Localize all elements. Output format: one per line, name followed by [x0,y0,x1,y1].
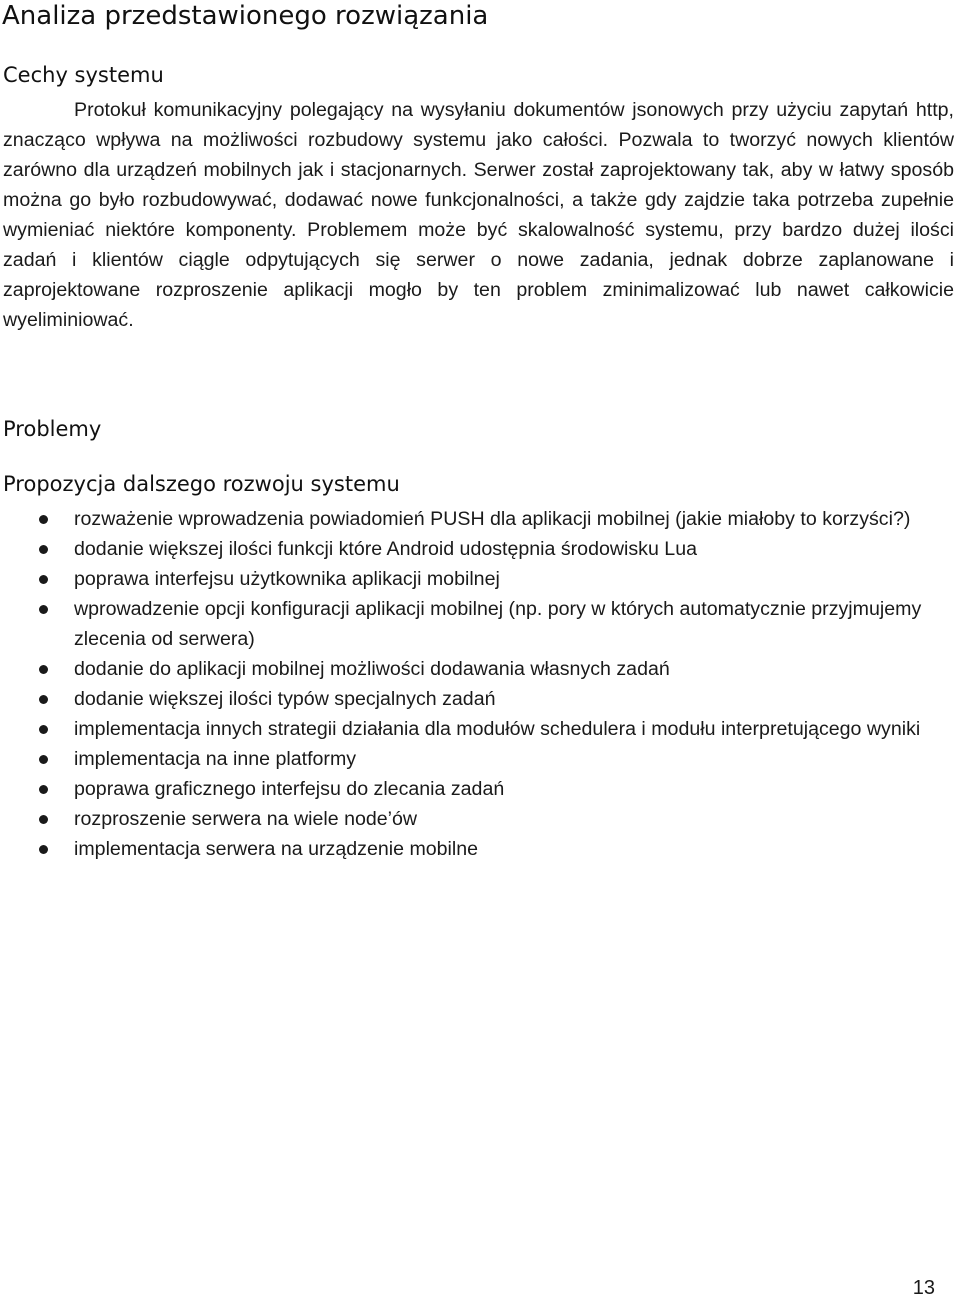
list-item [0,804,934,834]
list-item [0,684,934,714]
list-item-text: poprawa interfejsu użytkownika aplikacji mobilnej [74,568,500,590]
bullet-icon [39,545,48,554]
list-item [0,594,934,654]
list-item-text: poprawa graficznego interfejsu do zlecania zadań [74,778,505,800]
bullet-icon [39,695,48,704]
list-item-text: dodanie do aplikacji mobilnej możliwości dodawania własnych zadań [74,658,670,680]
bullet-icon [39,785,48,794]
list-item [0,534,934,564]
list-item-text: wprowadzenie opcji konfiguracji aplikacji mobilnej (np. pory w których automatycznie przyjmujemy zlecenia od serwera) [74,598,922,650]
bullet-icon [39,755,48,764]
list-item-text: rozproszenie serwera na wiele node’ów [74,808,418,830]
list-item [0,504,934,534]
list-item [0,774,934,804]
list-item-text: rozważenie wprowadzenia powiadomień PUSH dla aplikacji mobilnej (jakie miałoby to korzyści?) [74,508,911,530]
list-item [0,744,934,774]
list-item-text: dodanie większej ilości funkcji które Android udostępnia środowisku Lua [74,538,698,560]
bullet-icon [39,665,48,674]
system-features-paragraph: Protokuł komunikacyjny polegający na wysyłaniu dokumentów jsonowych przy użyciu zapytań http, znacząco wpływa na możliwości rozbudowy systemu jako całości. Pozwala to tworzyć nowych klientów zarówno dla urządzeń mobilnych jak i stacjonarnych. Serwer został zaprojektowany tak, aby w łatwy sposób można go było rozbudowywać, dodawać nowe funkcjonalności, a także gdy zajdzie taka potrzeba zupełnie wymieniać niektóre komponenty. Problemem może być skalowalność systemu, przy bardzo dużej ilości zadań i klientów ciągle odpytujących się serwer o nowe zadania, jednak dobrze zaplanowane i zaprojektowane rozproszenie aplikacji mogło by ten problem zminimalizować lub nawet całkowicie wyeliminiować. [3,99,954,331]
section-heading-future-development: Propozycja dalszego rozwoju systemu [3,472,400,496]
bullet-icon [39,575,48,584]
list-item-text: implementacja na inne platformy [74,748,357,770]
page-title: Analiza przedstawionego rozwiązania [2,1,489,31]
section-heading-system-features: Cechy systemu [3,63,164,87]
list-item-text: implementacja serwera na urządzenie mobilne [74,838,479,860]
list-item-text: implementacja innych strategii działania dla modułów schedulera i modułu interpretującego wyniki [74,718,921,740]
list-item [0,654,934,684]
future-development-list [0,504,960,864]
bullet-icon [39,725,48,734]
list-item-text: dodanie większej ilości typów specjalnych zadań [74,688,496,710]
list-item [0,564,934,594]
bullet-icon [39,605,48,614]
bullet-icon [39,845,48,854]
list-item [0,714,934,744]
bullet-icon [39,515,48,524]
page-number: 13 [912,1277,935,1299]
section-heading-problems: Problemy [3,417,102,441]
list-item [0,834,934,864]
bullet-icon [39,815,48,824]
